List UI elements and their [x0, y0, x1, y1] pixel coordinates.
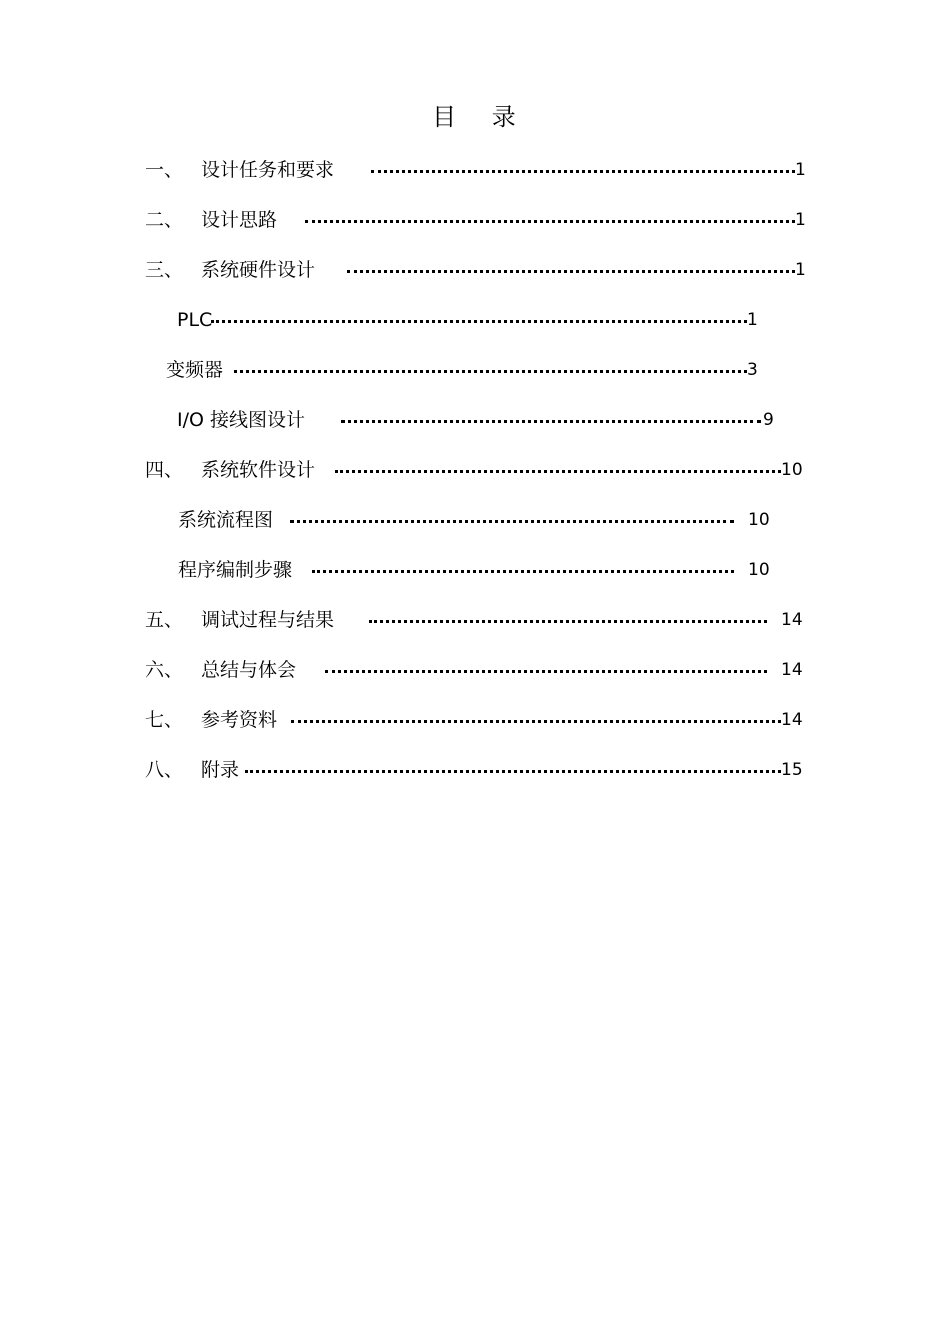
- toc-title: 目 录: [432, 103, 530, 131]
- toc-entry-page: 1: [795, 260, 806, 280]
- toc-entry[interactable]: [145, 255, 810, 285]
- toc-entry-page: 1: [795, 210, 806, 230]
- toc-entry-label: 设计任务和要求: [201, 159, 335, 181]
- toc-entry[interactable]: [178, 555, 778, 585]
- toc-dot-leader: [291, 720, 781, 723]
- toc-entry-number: 五、: [145, 609, 184, 631]
- toc-entry[interactable]: [145, 755, 810, 785]
- toc-entry-page: 15: [781, 760, 803, 780]
- toc-entry-page: 14: [781, 610, 803, 630]
- toc-entry-label: PLC: [177, 309, 213, 331]
- toc-entry-page: 10: [781, 460, 803, 480]
- toc-entry[interactable]: [145, 605, 810, 635]
- toc-entry-page: 9: [763, 410, 774, 430]
- toc-entry-label: 系统流程图: [178, 509, 274, 531]
- toc-entry[interactable]: [145, 655, 810, 685]
- toc-entry-label: 程序编制步骤: [178, 559, 293, 581]
- toc-entry[interactable]: [178, 505, 778, 535]
- toc-entry-number: 七、: [145, 709, 184, 731]
- toc-dot-leader: [245, 770, 781, 773]
- toc-entry-page: 14: [781, 660, 803, 680]
- toc-entry-label: 系统软件设计: [201, 459, 316, 481]
- toc-entry-label: 系统硬件设计: [201, 259, 316, 281]
- toc-entry[interactable]: [177, 405, 797, 435]
- toc-entry-number: 四、: [145, 459, 184, 481]
- toc-entry[interactable]: [145, 455, 810, 485]
- toc-dot-leader: [234, 370, 747, 373]
- toc-entry[interactable]: [145, 205, 810, 235]
- toc-entry-number: 八、: [145, 759, 184, 781]
- toc-dot-leader: [347, 270, 795, 273]
- toc-dot-leader: [290, 520, 734, 523]
- toc-entry-label: 附录: [201, 759, 240, 781]
- toc-dot-leader: [341, 420, 761, 423]
- toc-entry[interactable]: [177, 305, 777, 335]
- toc-entry[interactable]: [166, 355, 776, 385]
- toc-entry-number: 二、: [145, 209, 184, 231]
- toc-entry-label: 变频器: [166, 359, 224, 381]
- toc-dot-leader: [312, 570, 734, 573]
- toc-entry[interactable]: [145, 705, 810, 735]
- toc-entry-number: 六、: [145, 659, 184, 681]
- toc-entry-page: 1: [795, 160, 806, 180]
- toc-dot-leader: [335, 470, 781, 473]
- toc-entry-page: 10: [748, 560, 770, 580]
- toc-entry-label: 设计思路: [201, 209, 278, 231]
- toc-entry-label: 调试过程与结果: [201, 609, 335, 631]
- toc-entry-number: 三、: [145, 259, 184, 281]
- toc-entry-page: 3: [747, 360, 758, 380]
- toc-entry-page: 10: [748, 510, 770, 530]
- toc-dot-leader: [211, 320, 747, 323]
- toc-dot-leader: [325, 670, 767, 673]
- toc-dot-leader: [305, 220, 795, 223]
- toc-entry-number: 一、: [145, 159, 184, 181]
- toc-entry-page: 14: [781, 710, 803, 730]
- toc-entry-label: 参考资料: [201, 709, 278, 731]
- toc-entry-label: 总结与体会: [201, 659, 297, 681]
- toc-dot-leader: [369, 620, 767, 623]
- toc-entry-page: 1: [747, 310, 758, 330]
- toc-entry[interactable]: [145, 155, 810, 185]
- toc-dot-leader: [371, 170, 795, 173]
- toc-entry-label: I/O 接线图设计: [177, 409, 305, 431]
